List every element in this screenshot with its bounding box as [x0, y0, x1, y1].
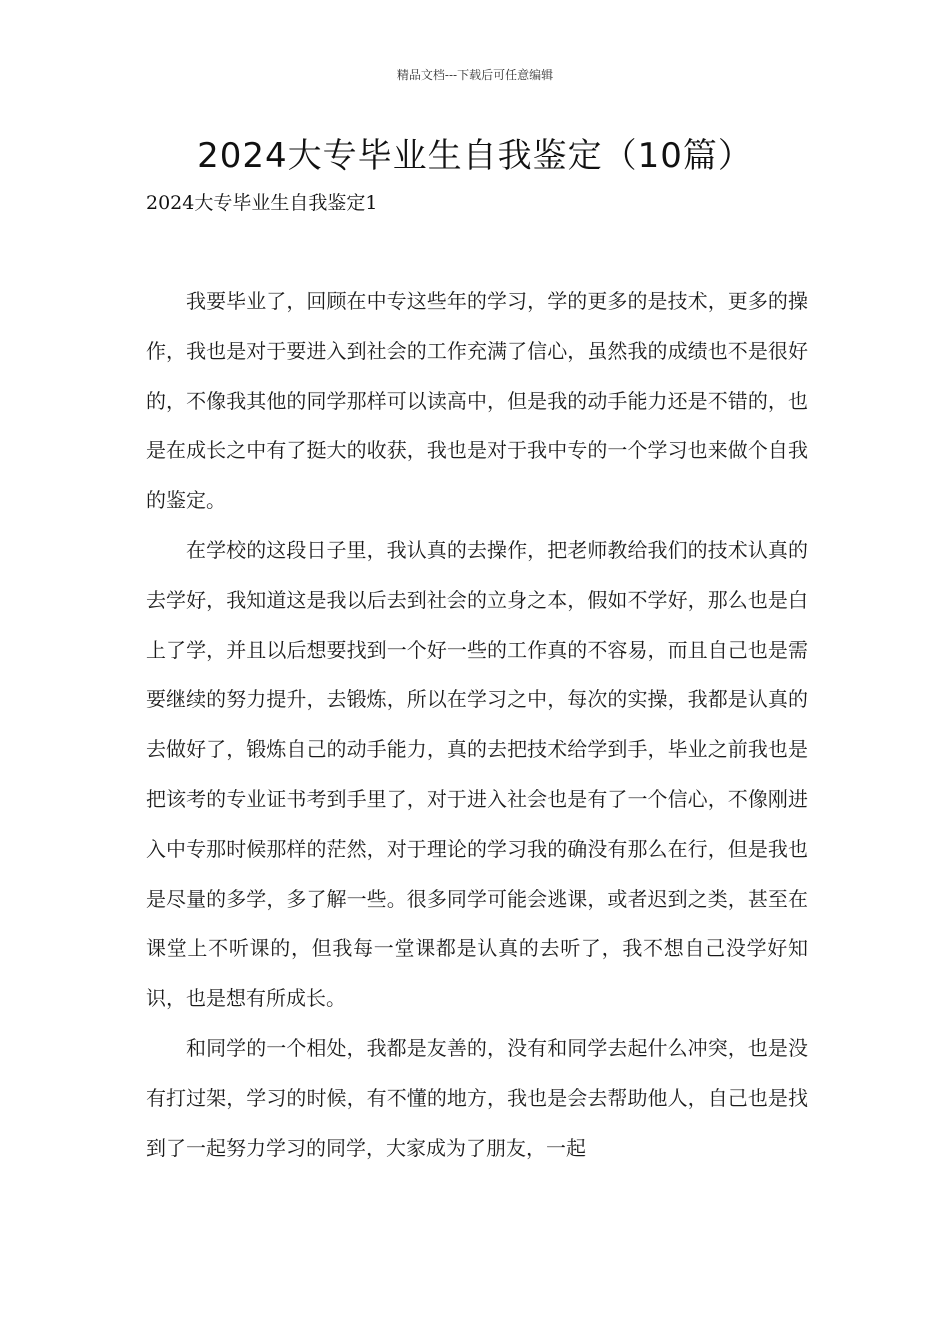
document-title: 2024大专毕业生自我鉴定（10篇）: [197, 136, 753, 176]
document-body: [146, 277, 808, 1173]
section-heading: 2024大专毕业生自我鉴定1: [146, 192, 378, 214]
paragraph: 和同学的一个相处，我都是友善的，没有和同学去起什么冲突，也是没有打过架，学习的时候，有不懂的地方，我也是会去帮助他人，自己也是找到了一起努力学习的同学，大家成为了朋友，一起: [146, 1035, 808, 1160]
paragraph: 在学校的这段日子里，我认真的去操作，把老师教给我们的技术认真的去学好，我知道这是我以后去到社会的立身之本，假如不学好，那么也是白上了学，并且以后想要找到一个好一些的工作真的不容易，而且自己也是需要继续的努力提升，去锻炼，所以在学习之中，每次的实操，我都是认真的去做好了，锻炼自己的动手能力，真的去把技术给学到手，毕业之前我也是把该考的专业证书考到手里了，对于进入社会也是有了一个信心，不像刚进入中专那时候那样的茫然，对于理论的学习我的确没有那么在行，但是我也是尽量的多学，多了解一些。很多同学可能会逃课，或者迟到之类，甚至在课堂上不听课的，但我每一堂课都是认真的去听了，我不想自己没学好知识，也是想有所成长。: [146, 537, 808, 1011]
page-header-note: 精品文档---下载后可任意编辑: [396, 68, 554, 82]
paragraph: 我要毕业了，回顾在中专这些年的学习，学的更多的是技术，更多的操作，我也是对于要进入到社会的工作充满了信心，虽然我的成绩也不是很好的，不像我其他的同学那样可以读高中，但是我的动手能力还是不错的，也是在成长之中有了挺大的收获，我也是对于我中专的一个学习也来做个自我的鉴定。: [146, 289, 808, 513]
